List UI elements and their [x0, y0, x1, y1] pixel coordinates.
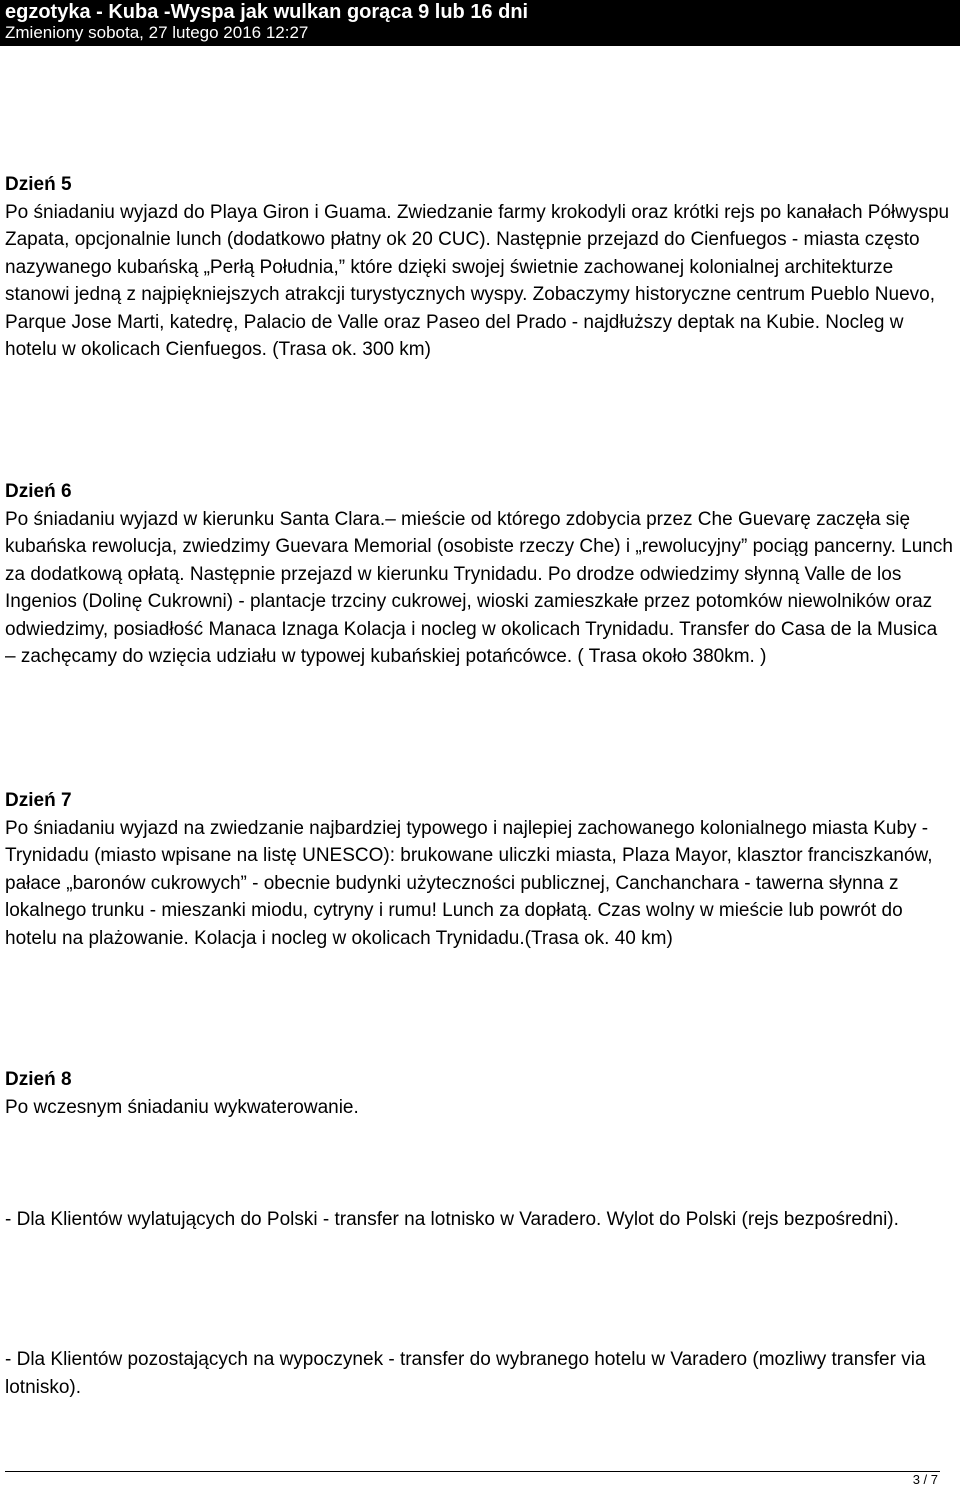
transfer-note: - Dla Klientów pozostających na wypoczynek - transfer do wybranego hotelu w Varadero (mozliwy transfer via lotnisko).: [5, 1349, 926, 1398]
page-number: 3 / 7: [912, 1472, 938, 1487]
transfer-note: - Dla Klientów wylatujących do Polski - transfer na lotnisko w Varadero. Wylot do Polski (rejs bezpośredni).: [5, 1209, 899, 1230]
day-heading: Dzień 8: [5, 1069, 72, 1090]
day-heading: Dzień 6: [5, 481, 72, 502]
day-section: [5, 1066, 953, 1121]
footer-divider: [5, 1471, 940, 1472]
day-section: [5, 787, 953, 952]
modified-date: Zmieniony sobota, 27 lutego 2016 12:27: [5, 23, 309, 42]
day-description: Po wczesnym śniadaniu wykwaterowanie.: [5, 1096, 359, 1118]
day-heading: Dzień 7: [5, 790, 72, 811]
day-description: Po śniadaniu wyjazd do Playa Giron i Guama. Zwiedzanie farmy krokodyli oraz krótki rejs po kanałach Półwyspu Zapata, opcjonalnie lunch (dodatkowo płatny ok 20 CUC). Następnie przejazd do Cienfuegos - miasta często nazywanego kubańską „Perłą Południa,” które dzięki swojej świetnie zachowanej kolonialnej architekturze stanowi jedną z najpiękniejszych atrakcji turystycznych wyspy. Zobaczymy historyczne centrum Pueblo Nuevo, Parque Jose Marti, katedrę, Palacio de Valle oraz Paseo del Prado - najdłuższy deptak na Kubie. Nocleg w hotelu w okolicach Cienfuegos. (Trasa ok. 300 km): [5, 201, 950, 360]
day-section: [5, 171, 953, 364]
day-description: Po śniadaniu wyjazd na zwiedzanie najbardziej typowego i najlepiej zachowanego kolonialnego miasta Kuby - Trynidadu (miasto wpisane na listę UNESCO): brukowane uliczki miasta, Plaza Mayor, klasztor franciszkanów, pałace „baronów cukrowych” - obecnie budynki użyteczności publicznej, Canchanchara - tawerna słynna z lokalnego trunku - mieszanki miodu, cytryny i rumu! Lunch za dopłatą. Czas wolny w mieście lub powrót do hotelu na plażowanie. Kolacja i nocleg w okolicach Trynidadu.(Trasa ok. 40 km): [5, 817, 933, 949]
document-header: [0, 0, 960, 46]
day-heading: Dzień 5: [5, 174, 72, 195]
day-description: Po śniadaniu wyjazd w kierunku Santa Clara.– mieście od którego zdobycia przez Che Guevarę zaczęła się kubańska rewolucja, zwiedzimy Guevara Memorial (osobiste rzeczy Che) i „rewolucyjny” pociąg pancerny. Lunch za dodatkową opłatą. Następnie przejazd w kierunku Trynidadu. Po drodze odwiedzimy słynną Valle de los Ingenios (Dolinę Cukrowni) - plantacje trzciny cukrowej, wioski zamieszkałe przez potomków niewolników oraz odwiedzimy, posiadłość Manaca Iznaga Kolacja i nocleg w okolicach Trynidadu. Transfer do Casa de la Musica – zachęcamy do wzięcia udziału w typowej kubańskiej potańcówce. ( Trasa około 380km. ): [5, 508, 953, 667]
document-title: egzotyka - Kuba -Wyspa jak wulkan gorąca 9 lub 16 dni: [5, 1, 529, 23]
day-section: [5, 478, 953, 671]
